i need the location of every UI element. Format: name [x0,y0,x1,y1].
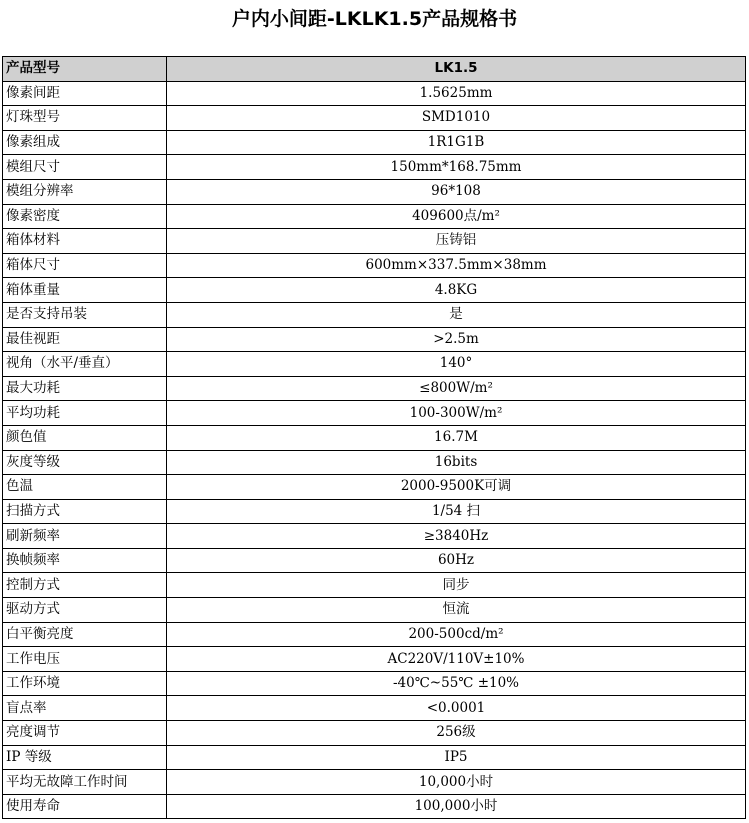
spec-label: 模组尺寸 [3,155,167,180]
spec-row [3,204,746,229]
spec-row [3,548,746,573]
spec-row [3,81,746,106]
spec-value: ≤800W/m² [167,376,746,401]
spec-label: 工作电压 [3,647,167,672]
document-title: 户内小间距-LKLK1.5产品规格书 [231,8,518,30]
spec-row [3,696,746,721]
spec-label: 平均无故障工作时间 [3,770,167,795]
spec-row [3,573,746,598]
spec-value: SMD1010 [167,106,746,131]
spec-row [3,130,746,155]
spec-label: 最佳视距 [3,327,167,352]
spec-row [3,475,746,500]
spec-value: 4.8KG [167,278,746,303]
spec-value: 同步 [167,573,746,598]
spec-label: 盲点率 [3,696,167,721]
spec-row [3,524,746,549]
spec-value: 200-500cd/m² [167,622,746,647]
spec-label: 扫描方式 [3,499,167,524]
spec-value: 2000-9500K可调 [167,475,746,500]
spec-value: 1.5625mm [167,81,746,106]
spec-row [3,352,746,377]
spec-label: 刷新频率 [3,524,167,549]
spec-value: 96*108 [167,179,746,204]
spec-row [3,278,746,303]
spec-label: 灰度等级 [3,450,167,475]
spec-row [3,794,746,819]
spec-row [3,253,746,278]
spec-label: 白平衡亮度 [3,622,167,647]
spec-label: 灯珠型号 [3,106,167,131]
spec-value: 10,000小时 [167,770,746,795]
spec-label: 箱体重量 [3,278,167,303]
spec-row [3,450,746,475]
spec-row [3,745,746,770]
spec-value: 100-300W/m² [167,401,746,426]
spec-value: 600mm×337.5mm×38mm [167,253,746,278]
spec-label: 是否支持吊装 [3,302,167,327]
spec-value: AC220V/110V±10% [167,647,746,672]
spec-label: 像素组成 [3,130,167,155]
spec-value: 150mm*168.75mm [167,155,746,180]
spec-value: -40℃~55℃ ±10% [167,671,746,696]
spec-value: 100,000小时 [167,794,746,819]
spec-value: <0.0001 [167,696,746,721]
spec-row [3,721,746,746]
spec-value: 压铸铝 [167,229,746,254]
spec-row [3,327,746,352]
spec-row [3,770,746,795]
header-label: 产品型号 [3,57,167,82]
spec-table-body [3,57,746,819]
spec-label: 色温 [3,475,167,500]
spec-label: 换帧频率 [3,548,167,573]
spec-value: >2.5m [167,327,746,352]
spec-value: 是 [167,302,746,327]
spec-label: 工作环境 [3,671,167,696]
spec-value: 1R1G1B [167,130,746,155]
spec-label: 颜色值 [3,425,167,450]
spec-label: 视角（水平/垂直） [3,352,167,377]
spec-row [3,401,746,426]
spec-value: 恒流 [167,598,746,623]
spec-value: 1/54 扫 [167,499,746,524]
spec-row [3,229,746,254]
spec-label: 控制方式 [3,573,167,598]
spec-label: 平均功耗 [3,401,167,426]
spec-table [2,56,746,819]
spec-label: 像素密度 [3,204,167,229]
spec-value: 256级 [167,721,746,746]
spec-value: 16.7M [167,425,746,450]
spec-label: 最大功耗 [3,376,167,401]
header-value: LK1.5 [167,57,746,82]
spec-label: 亮度调节 [3,721,167,746]
spec-row [3,671,746,696]
spec-row [3,647,746,672]
spec-label: IP 等级 [3,745,167,770]
spec-row [3,425,746,450]
spec-row [3,179,746,204]
spec-row [3,302,746,327]
spec-value: 16bits [167,450,746,475]
spec-header-row [3,57,746,82]
spec-row [3,499,746,524]
spec-label: 模组分辨率 [3,179,167,204]
spec-row [3,598,746,623]
spec-label: 使用寿命 [3,794,167,819]
spec-value: 409600点/m² [167,204,746,229]
spec-label: 驱动方式 [3,598,167,623]
spec-row [3,155,746,180]
spec-row [3,106,746,131]
spec-value: 60Hz [167,548,746,573]
spec-label: 箱体材料 [3,229,167,254]
spec-label: 箱体尺寸 [3,253,167,278]
spec-row [3,622,746,647]
spec-label: 像素间距 [3,81,167,106]
spec-value: IP5 [167,745,746,770]
spec-value: ≥3840Hz [167,524,746,549]
spec-row [3,376,746,401]
spec-value: 140° [167,352,746,377]
